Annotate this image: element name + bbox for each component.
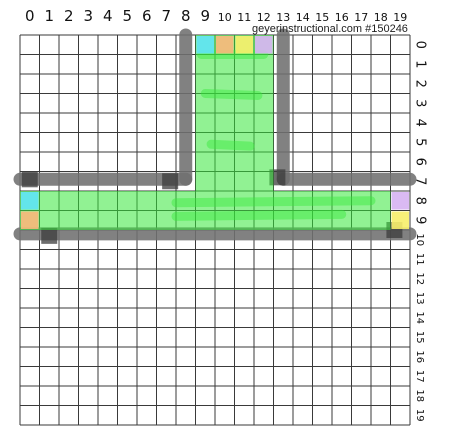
row-label: 1 [412, 60, 428, 69]
row-label: 0 [412, 40, 428, 49]
row-label: 19 [414, 408, 425, 422]
row-label: 13 [414, 291, 425, 305]
column-label: 10 [217, 11, 232, 24]
row-label: 10 [414, 233, 425, 247]
column-label: 11 [237, 11, 252, 24]
column-label: 17 [354, 11, 369, 24]
column-label: 18 [373, 11, 388, 24]
column-label: 13 [276, 11, 291, 24]
column-label: 3 [83, 7, 94, 25]
column-label: 9 [200, 7, 211, 25]
row-label: 12 [414, 272, 425, 286]
marker-top-orange [216, 36, 234, 54]
row-label: 18 [414, 389, 425, 403]
row-label: 8 [412, 196, 428, 205]
row-label: 2 [412, 79, 428, 88]
wall-corner [22, 171, 38, 187]
column-label: 7 [161, 7, 172, 25]
row-label: 4 [412, 118, 428, 127]
row-label: 16 [414, 350, 425, 364]
column-label: 1 [44, 7, 55, 25]
column-label: 2 [63, 7, 74, 25]
row-label: 17 [414, 369, 425, 383]
row-label: 11 [414, 252, 425, 266]
path-stroke [205, 94, 258, 96]
marker-top-cyan [197, 36, 215, 54]
column-label: 16 [334, 11, 349, 24]
column-label: 19 [393, 11, 408, 24]
column-label: 12 [256, 11, 271, 24]
marker-left-cyan [21, 192, 39, 210]
column-label: 0 [24, 7, 35, 25]
path-stroke [211, 144, 250, 146]
column-label: 8 [180, 7, 191, 25]
column-label: 5 [122, 7, 133, 25]
marker-right-purple [392, 192, 410, 210]
marker-left-orange [21, 212, 39, 230]
row-label: 3 [412, 99, 428, 108]
wall-corner [41, 228, 57, 244]
column-label: 6 [141, 7, 152, 25]
wall-corner [162, 173, 178, 189]
marker-top-purple [255, 36, 273, 54]
row-label: 5 [412, 138, 428, 147]
column-label: 4 [102, 7, 113, 25]
marker-right-yellow [392, 212, 410, 230]
row-label: 9 [412, 216, 428, 225]
credit-text: geyerinstructional.com #150246 [252, 23, 408, 35]
path-stroke [176, 201, 371, 203]
row-label: 7 [412, 177, 428, 186]
marker-top-yellow [236, 36, 254, 54]
row-label: 6 [412, 157, 428, 166]
path-stroke [176, 214, 342, 216]
column-label: 14 [295, 11, 310, 24]
row-label: 15 [414, 330, 425, 344]
row-label: 14 [414, 311, 425, 325]
column-label: 15 [315, 11, 330, 24]
